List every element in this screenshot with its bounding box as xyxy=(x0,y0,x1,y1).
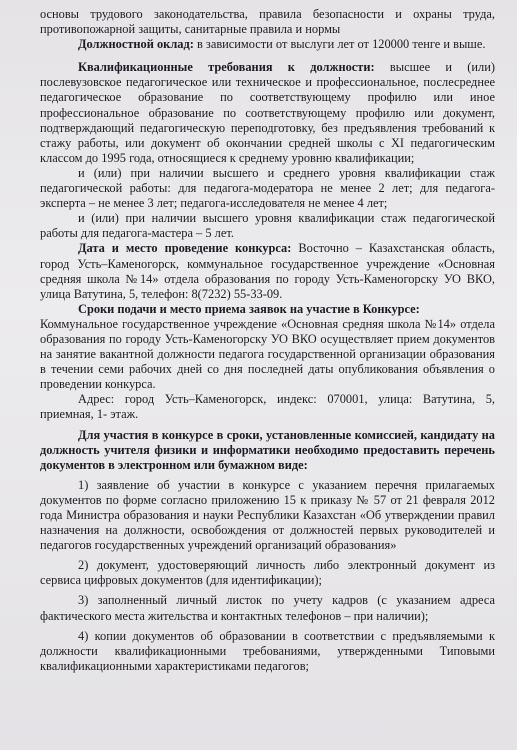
paragraph-deadlines: Коммунальное государственное учреждение «Основная средняя школа №14» отдела образования по городу Усть-Каменогорску УО ВКО осуществляет прием документов на занятие вакантной должности педагога государственной организации образования в течении семи рабочих дней со дня последней даты опубликования объявления о проведении конкурса. xyxy=(40,316,495,392)
paragraph-experience-1: и (или) при наличии высшего и среднего уровня квалификации стаж педагогической работы: для педагога-модератора не менее 2 лет; для педагога-эксперта – не менее 3 лет; педагога-исследователя не менее 4 лет; xyxy=(40,165,495,211)
paragraph-qualification xyxy=(40,60,495,166)
venue-label: Дата и место проведение конкурса: xyxy=(78,241,292,256)
qualification-label: Квалификационные требования к должности: xyxy=(78,60,375,75)
list-item-1: 1) заявление об участии в конкурсе с указанием перечня прилагаемых документов по форме согласно приложению 15 к приказу № 57 от 21 февраля 2012 года Министра образования и науки Республики Казахстан «Об утверждении правил назначения на должности, освобождения от должностей первых руководителей и педагогов государственных учреждений организаций образования» xyxy=(40,477,495,553)
qualification-text: высшее и (или) послевузовское педагогическое или техническое и профессиональное, послесреднее педагогическое образование по соответствующему профилю или иное профессиональное образование по соответствующему профилю или документ, подтверждающий педагогическую переподготовку, без предъявления требований к стажу работы, или документ об окончании средней школы с XI педагогическим классом до 1995 года, относящиеся к среднему уровню квалификации; xyxy=(40,60,495,165)
salary-text: в зависимости от выслуги лет от 120000 тенге и выше. xyxy=(193,37,486,52)
list-item-4: 4) копии документов об образовании в соответствии с предъявляемыми к должности квалификационными требованиями, утвержденными Типовыми квалификационными характеристиками педагогов; xyxy=(40,628,495,673)
heading-documents: Для участия в конкурсе в сроки, установленные комиссией, кандидату на должность учителя физики и информатики необходимо предоставить перечень документов в электронном или бумажном виде: xyxy=(40,427,495,472)
heading-deadlines: Сроки подачи и место приема заявок на участие в Конкурсе: xyxy=(78,301,420,316)
paragraph-venue xyxy=(40,241,495,301)
paragraph-duties-end: основы трудового законодательства, правила безопасности и охраны труда, противопожарной защиты, санитарные правила и нормы xyxy=(40,7,495,37)
list-item-2: 2) документ, удостоверяющий личность либо электронный документ из сервиса цифровых документов (для идентификации); xyxy=(40,558,495,588)
salary-label: Должностной оклад: xyxy=(78,37,194,52)
paragraph-address: Адрес: город Усть–Каменогорск, индекс: 070001, улица: Ватутина, 5, приемная, 1- этаж. xyxy=(40,392,495,422)
paragraph-salary xyxy=(40,37,495,52)
paragraph-experience-2: и (или) при наличии высшего уровня квалификации стаж педагогической работы для педагога-мастера – 5 лет. xyxy=(40,211,495,241)
list-item-3: 3) заполненный личный листок по учету кадров (с указанием адреса фактического места жительства и контактных телефонов – при наличии); xyxy=(40,593,495,623)
venue-text: Восточно – Казахстанская область, город Усть–Каменогорск, коммунальное государственное учреждение «Основная средняя школа №14» отдела образования по городу Усть-Каменогорску УО ВКО, улица Ватутина, 5, телефон: 8(7232) 55-33-09. xyxy=(40,241,495,301)
